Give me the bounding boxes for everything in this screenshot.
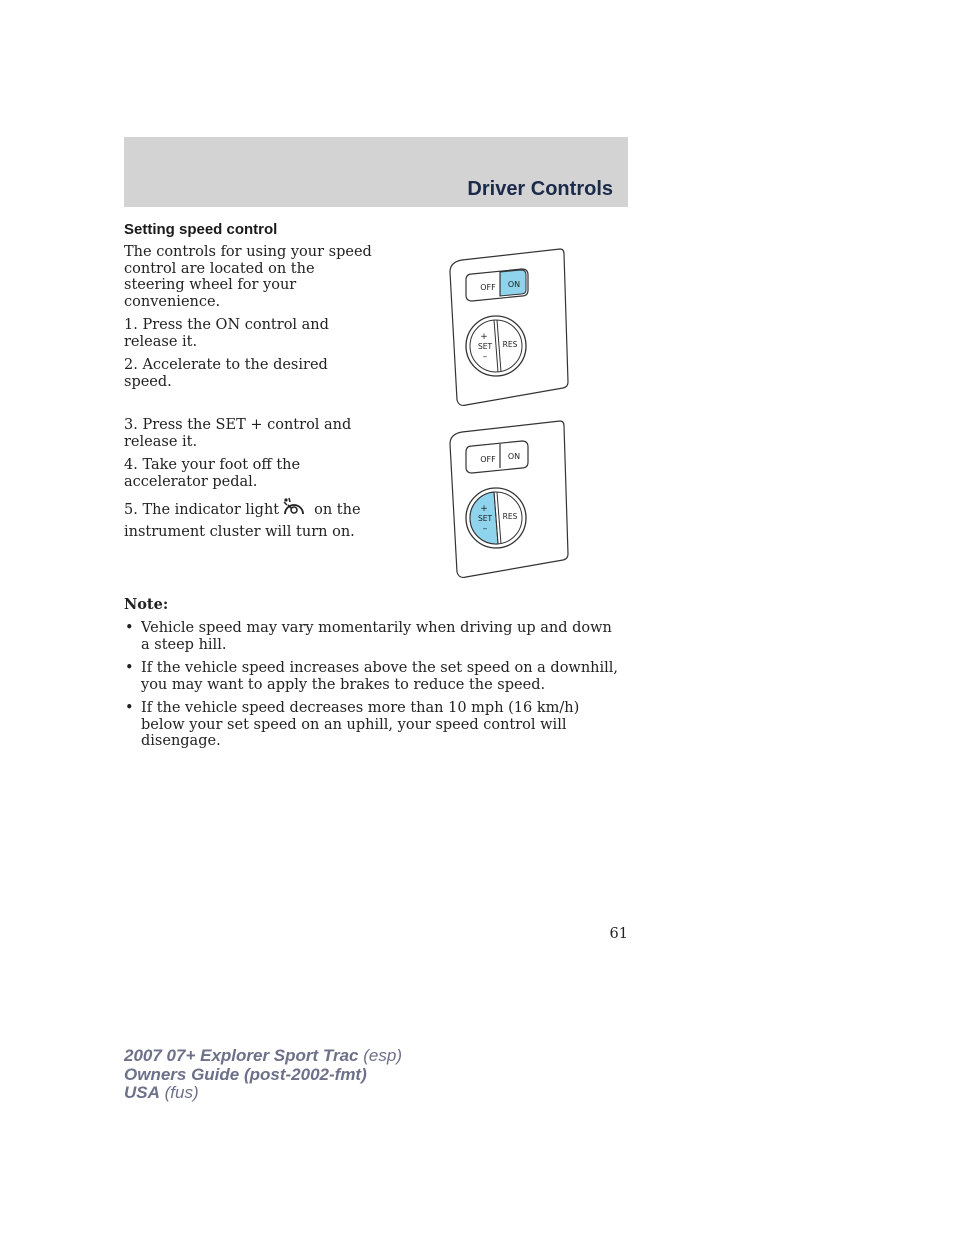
footer-line-3-light: (fus) — [164, 1083, 199, 1102]
note-bullet-list — [124, 620, 624, 757]
footer-line-1-light: (esp) — [363, 1046, 402, 1065]
on-label: ON — [507, 280, 521, 289]
set-label: SET — [477, 342, 493, 351]
step-4: 4. Take your foot off the accelerator pedal. — [124, 457, 301, 490]
chapter-title: Driver Controls — [467, 178, 613, 200]
off-label: OFF — [480, 283, 496, 292]
steps-group-1 — [124, 244, 376, 397]
steps-group-2 — [124, 417, 376, 547]
header-band — [124, 137, 628, 207]
res-label: RES — [502, 512, 518, 521]
list-item: • If the vehicle speed increases above the set speed on a downhill, you may want to apply the brakes to reduce the speed. — [124, 660, 624, 693]
minus-label: – — [482, 524, 488, 534]
set-label: SET — [477, 514, 493, 523]
off-label: OFF — [480, 455, 496, 464]
list-item: • If the vehicle speed decreases more than 10 mph (16 km/h) below your set speed on an uphill, your speed control will disengage. — [124, 700, 624, 750]
section-title: Setting speed control — [124, 221, 278, 238]
minus-label: – — [482, 352, 488, 362]
footer-line-1-bold: 2007 07+ Explorer Sport Trac — [124, 1046, 359, 1065]
speed-control-indicator-icon — [282, 497, 306, 524]
step-3: 3. Press the SET + control and release it. — [124, 417, 352, 450]
page-number: 61 — [609, 926, 628, 942]
step-5-text-after: on the instrument cluster will turn on. — [124, 502, 361, 540]
plus-label: + — [480, 332, 488, 342]
plus-label: + — [480, 504, 488, 514]
intro-paragraph: The controls for using your speed control are located on the steering wheel for your convenience. — [124, 244, 372, 310]
illustration-set-control — [444, 418, 574, 586]
list-item: • Vehicle speed may vary momentarily when driving up and down a steep hill. — [124, 620, 624, 653]
footer — [124, 1047, 402, 1103]
note-label: Note: — [124, 596, 169, 613]
res-label: RES — [502, 340, 518, 349]
footer-line-3-bold: USA — [124, 1083, 160, 1102]
footer-line-2-bold: Owners Guide (post-2002-fmt) — [124, 1064, 367, 1084]
step-5-text-before: 5. The indicator light — [124, 502, 280, 518]
on-label: ON — [507, 452, 521, 461]
step-2: 2. Accelerate to the desired speed. — [124, 357, 328, 390]
illustration-on-control — [444, 246, 574, 414]
step-5 — [124, 497, 376, 540]
step-1: 1. Press the ON control and release it. — [124, 317, 329, 350]
